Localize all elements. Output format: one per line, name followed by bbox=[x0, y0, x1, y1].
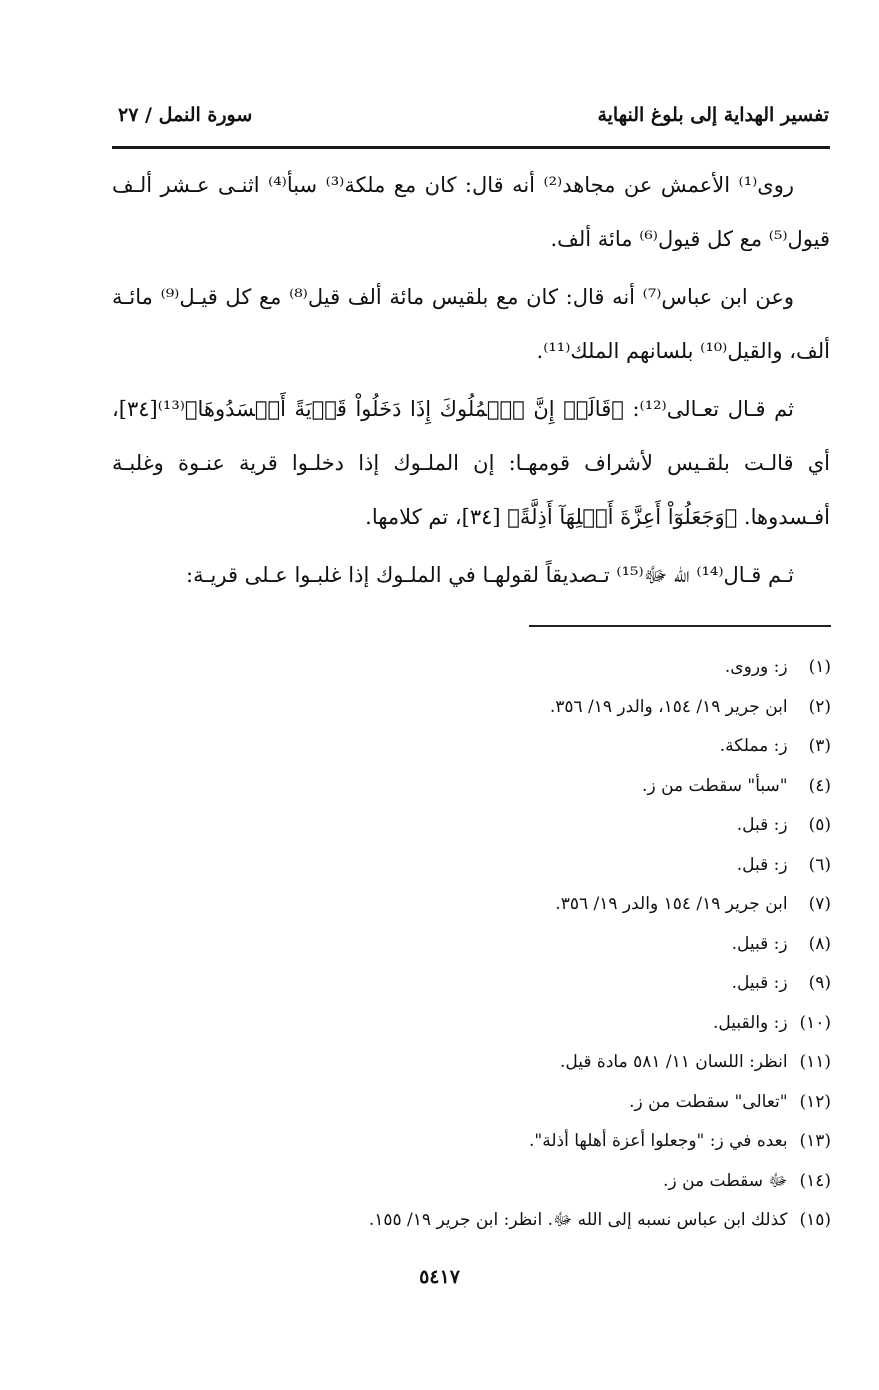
footnote-12 bbox=[111, 1083, 831, 1123]
footnote-text: بعده في ز: "وجعلوا أعزة أهلها أذلة". bbox=[529, 1131, 788, 1151]
footnote-11 bbox=[111, 1043, 831, 1083]
book-title: تفسير الهداية إلى بلوغ النهاية bbox=[597, 104, 829, 126]
footnote-2 bbox=[111, 688, 831, 728]
footnote-text: "سبأ" سقطت من ز. bbox=[642, 775, 788, 796]
footnote-text: ابن جرير ١٩/ ١٥٤ والدر ١٩/ ٣٥٦. bbox=[555, 894, 788, 914]
footnote-5 bbox=[111, 806, 831, 846]
footnote-10 bbox=[111, 1004, 831, 1044]
footnote-number: (٤) bbox=[808, 775, 831, 796]
footnote-text: ز: قبيل. bbox=[731, 933, 788, 954]
footnote-number: (٥) bbox=[808, 815, 831, 835]
footnote-number: (٣) bbox=[808, 736, 831, 756]
paragraph-1: روى⁽¹⁾ الأعمش عن مجاهد⁽²⁾ أنه قال: كان مع ملكة⁽³⁾ سبأ⁽⁴⁾ اثنـى عـشر ألـف قيول⁽⁵⁾ مع كل قيول⁽⁶⁾ مائة ألف. bbox=[112, 173, 830, 251]
footnote-number: (١٢) bbox=[799, 1091, 831, 1112]
paragraph-4: ثـم قـال⁽¹⁴⁾ الله ﷻ⁽¹⁵⁾ تـصديقاً لقولهـا في الملـوك إذا غلبـوا عـلى قريـة: bbox=[186, 563, 794, 587]
footnote-6 bbox=[111, 846, 831, 886]
sura-info: سورة النمل / ٢٧ bbox=[118, 104, 253, 126]
footnote-number: (١١) bbox=[799, 1052, 831, 1072]
footnote-text: ز: والقبيل. bbox=[713, 1012, 788, 1033]
header-rule bbox=[112, 146, 830, 149]
footnote-4 bbox=[111, 767, 831, 807]
paragraph-3: ثم قـال تعـالى⁽¹²⁾: ﴿قَالَتۡ إِنَّ ٱلۡمُلُوكَ إِذَا دَخَلُواْ قَرۡيَةً أَفۡسَدُوهَا﴾⁽¹³⁾[٣٤]، أي قالـت بلقـيس لأشراف قومهـا: إن الملـوك إذا دخلـوا قرية عنـوة وغلبـة أفـسدوها. ﴿وَجَعَلُوٓاْ أَعِزَّةَ أَهۡلِهَآ أَذِلَّةً﴾ [٣٤]، تم كلامها. bbox=[112, 397, 830, 529]
paragraph-2: وعن ابن عباس⁽⁷⁾ أنه قال: كان مع بلقيس مائة ألف قيل⁽⁸⁾ مع كل قيـل⁽⁹⁾ مائـة ألف، والقيل⁽¹⁰⁾ بلسانهم الملك⁽¹¹⁾. bbox=[112, 285, 830, 363]
footnote-7 bbox=[111, 885, 831, 925]
footnote-text: "تعالى" سقطت من ز. bbox=[629, 1091, 788, 1112]
footnote-number: (١٤) bbox=[799, 1170, 831, 1191]
footnote-number: (١) bbox=[808, 657, 831, 677]
footnote-14 bbox=[111, 1162, 831, 1202]
footnote-text: ﷻ سقطت من ز. bbox=[663, 1170, 788, 1191]
footnote-text: ز: قبل. bbox=[736, 854, 788, 875]
footnote-text: ز: قبيل. bbox=[731, 973, 788, 993]
footnote-text: انظر: اللسان ١١/ ٥٨١ مادة قيل. bbox=[559, 1052, 788, 1072]
footnote-number: (٩) bbox=[808, 973, 831, 993]
footnote-text: كذلك ابن عباس نسبه إلى الله ﷻ. انظر: ابن جرير ١٩/ ١٥٥. bbox=[368, 1210, 788, 1230]
footnote-number: (٧) bbox=[808, 894, 831, 914]
footnote-text: ز: مملكة. bbox=[719, 736, 788, 756]
footnote-9 bbox=[111, 964, 831, 1004]
footnote-number: (٨) bbox=[808, 933, 831, 954]
footnote-number: (٦) bbox=[808, 854, 831, 875]
page-number: ٥٤١٧ bbox=[419, 1266, 460, 1288]
footnote-number: (٢) bbox=[808, 696, 831, 717]
footnote-1 bbox=[111, 648, 831, 688]
footnote-text: ز: وروى. bbox=[724, 657, 788, 677]
footnote-rule bbox=[529, 625, 831, 627]
footnotes bbox=[111, 648, 831, 1241]
footnote-text: ابن جرير ١٩/ ١٥٤، والدر ١٩/ ٣٥٦. bbox=[549, 696, 788, 717]
footnote-13 bbox=[111, 1122, 831, 1162]
footnote-number: (١٥) bbox=[799, 1210, 831, 1230]
footnote-number: (١٠) bbox=[799, 1012, 831, 1033]
footnote-text: ز: قبل. bbox=[736, 815, 788, 835]
main-text bbox=[112, 158, 830, 606]
footnote-8 bbox=[111, 925, 831, 965]
footnote-3 bbox=[111, 727, 831, 767]
footnote-15 bbox=[111, 1201, 831, 1241]
footnote-number: (١٣) bbox=[799, 1131, 831, 1151]
